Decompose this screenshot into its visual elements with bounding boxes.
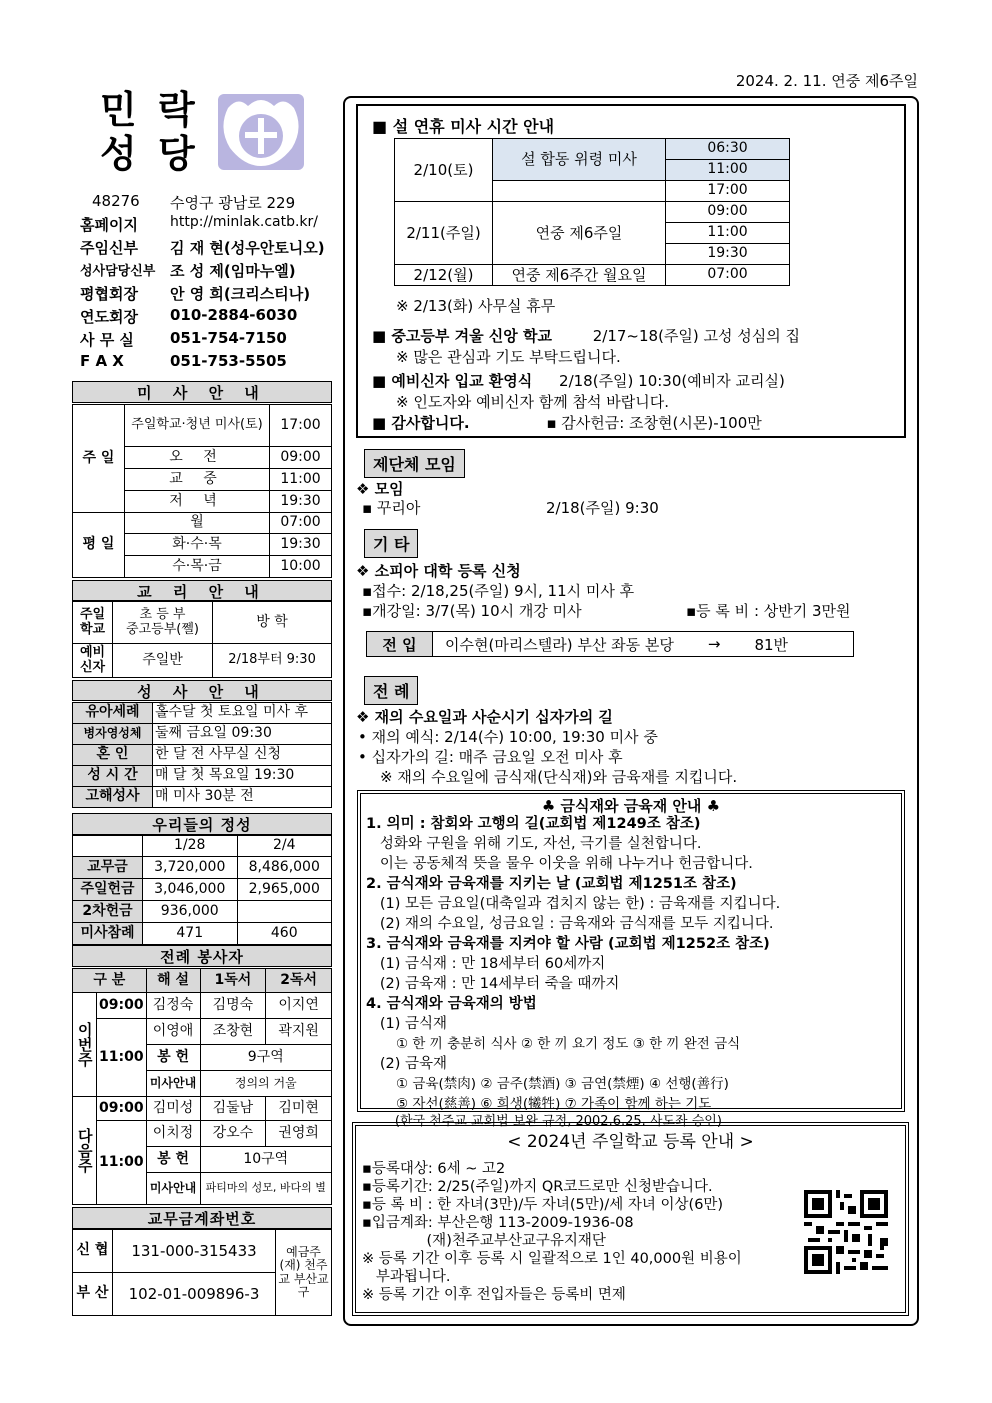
mass-guide-title: 미 사 안 내 bbox=[72, 381, 332, 403]
notice-title: ■ 예비신자 입교 환영식 bbox=[372, 372, 533, 390]
server-name: 9구역 bbox=[200, 1045, 332, 1071]
holiday-time: 17:00 bbox=[666, 181, 790, 202]
parish-logo bbox=[218, 94, 304, 170]
fasting-line: 2. 금식재와 금육재를 지키는 날 (교회법 제1251조 참조) bbox=[366, 876, 737, 892]
offering-label: 미사참례 bbox=[73, 923, 143, 945]
sacrament-value: 한 달 전 사무실 신청 bbox=[153, 745, 332, 766]
mass-name: 수·목·금 bbox=[125, 556, 270, 578]
mass-name: 교 중 bbox=[125, 469, 270, 491]
sacrament-label: 성 시 간 bbox=[73, 766, 153, 787]
doctrine-group: 주일반 bbox=[113, 644, 213, 678]
server-role: 봉 헌 bbox=[146, 1045, 200, 1071]
server-name: 김미성 bbox=[146, 1097, 200, 1121]
bank-title: 교무금계좌번호 bbox=[72, 1207, 332, 1229]
account-number: 131-000-315433 bbox=[113, 1230, 276, 1273]
office-closed-note: ※ 2/13(화) 사무실 휴무 bbox=[396, 297, 556, 315]
sunday-label: 주 일 bbox=[73, 405, 125, 513]
mass-name: 저 녁 bbox=[125, 491, 270, 513]
postal-code: 48276 bbox=[92, 192, 140, 210]
this-week-label: 이번주 bbox=[73, 993, 97, 1097]
holiday-time: 19:30 bbox=[666, 244, 790, 265]
offering-value bbox=[237, 901, 332, 923]
account-owner: 예금주 (재) 천주교 부산교구 bbox=[276, 1230, 332, 1316]
mass-time: 17:00 bbox=[270, 405, 332, 447]
server-time: 11:00 bbox=[97, 1019, 147, 1097]
mass-table bbox=[72, 404, 332, 578]
servers-header: 1독서 bbox=[200, 969, 266, 993]
info-label: 사 무 실 bbox=[80, 331, 134, 349]
servers-header: 구 분 bbox=[73, 969, 147, 993]
fasting-line: 성화와 구원을 위해 기도, 자선, 극기를 실천합니다. bbox=[366, 836, 702, 852]
holiday-time: 11:00 bbox=[666, 160, 790, 181]
holiday-time: 06:30 bbox=[666, 139, 790, 160]
server-name: 권영희 bbox=[266, 1121, 332, 1147]
notice-title: ■ 감사합니다. bbox=[372, 414, 470, 432]
server-name: 김명숙 bbox=[200, 993, 266, 1019]
fasting-line: ⑤ 자선(慈善) ⑥ 희생(犧牲) ⑦ 가족이 함께 하는 기도 bbox=[366, 1096, 712, 1112]
offering-value: 3,046,000 bbox=[143, 879, 238, 901]
server-name: 이영애 bbox=[146, 1019, 200, 1045]
info-value: 051-753-5505 bbox=[170, 352, 287, 370]
info-label: 주임신부 bbox=[80, 239, 138, 257]
server-name: 이지연 bbox=[266, 993, 332, 1019]
server-time: 09:00 bbox=[97, 1097, 147, 1121]
doctrine-group: 중고등부(쩰) bbox=[126, 621, 199, 637]
doctrine-label: 예비신자 bbox=[73, 644, 113, 678]
sacrament-table bbox=[72, 702, 332, 808]
holiday-event: 설 합동 위령 미사 bbox=[493, 139, 666, 181]
info-label: 연도회장 bbox=[80, 308, 138, 326]
server-name: 강오수 bbox=[200, 1121, 266, 1147]
holiday-event: 연중 제6주일 bbox=[493, 202, 666, 265]
qr-code[interactable] bbox=[804, 1190, 888, 1274]
offering-table bbox=[72, 835, 332, 945]
server-name: 김둘남 bbox=[200, 1097, 266, 1121]
info-label: 홈페이지 bbox=[80, 216, 138, 234]
doctrine-status: 2/18부터 9:30 bbox=[213, 644, 332, 678]
server-name: 이치정 bbox=[146, 1121, 200, 1147]
sacrament-value: 둘째 금요일 09:30 bbox=[153, 724, 332, 745]
sunday-school-line: ※ 등록 기간 이후 전입자들은 등록비 면제 bbox=[362, 1287, 626, 1303]
servers-header: 해 설 bbox=[146, 969, 200, 993]
weekday-label: 평 일 bbox=[73, 513, 125, 578]
holiday-date: 2/11(주일) bbox=[395, 202, 493, 265]
homepage-link[interactable]: http://minlak.catb.kr/ bbox=[170, 214, 318, 230]
notice-detail: 2/17~18(주일) 고성 성심의 집 bbox=[592, 327, 801, 345]
groups-heading: ❖ 모임 bbox=[356, 480, 404, 498]
notice-sub: ※ 인도자와 예비신자 함께 참석 바랍니다. bbox=[396, 393, 670, 411]
holiday-time: 11:00 bbox=[666, 223, 790, 244]
doctrine-table bbox=[72, 601, 332, 678]
fasting-line: (한국 천주교 교회법 보완 규정, 2002.6.25. 사도좌 승인) bbox=[366, 1114, 722, 1129]
sunday-school-title: < 2024년 주일학교 등록 안내 > bbox=[507, 1132, 754, 1152]
notice-title: ■ 중고등부 겨울 신앙 학교 bbox=[372, 327, 552, 345]
info-value: 안 영 희(크리스티나) bbox=[170, 285, 311, 303]
holiday-title: ■ 설 연휴 미사 시간 안내 bbox=[372, 117, 555, 136]
bank-table bbox=[72, 1229, 332, 1316]
doctrine-title: 교 리 안 내 bbox=[72, 580, 332, 601]
offering-value: 8,486,000 bbox=[237, 857, 332, 879]
liturgy-line: • 십자가의 길: 매주 금요일 오전 미사 후 bbox=[358, 748, 623, 766]
info-label: F A X bbox=[80, 352, 124, 370]
etc-heading: ❖ 소피아 대학 등록 신청 bbox=[356, 562, 521, 580]
servers-header: 2독서 bbox=[266, 969, 332, 993]
title-line-2: 성 당 bbox=[100, 132, 199, 176]
bulletin-date: 2024. 2. 11. 연중 제6주일 bbox=[735, 72, 918, 90]
server-time: 11:00 bbox=[97, 1121, 147, 1205]
title-line-1: 민 락 bbox=[100, 88, 199, 132]
servers-title: 전례 봉사자 bbox=[72, 945, 332, 967]
server-role: 미사안내 bbox=[146, 1071, 200, 1097]
offering-label: 2차헌금 bbox=[73, 901, 143, 923]
groups-item: ▪ 꾸리아 bbox=[362, 499, 421, 517]
server-name: 조창현 bbox=[200, 1019, 266, 1045]
sunday-school-line: ▪입금계좌: 부산은행 113-2009-1936-08 bbox=[362, 1215, 634, 1231]
fasting-line: (1) 모든 금요일(대축일과 겹치지 않는 한) : 금육재를 지킵니다. bbox=[366, 896, 781, 912]
server-role: 봉 헌 bbox=[146, 1147, 200, 1173]
mass-name: 오 전 bbox=[125, 447, 270, 469]
offering-label: 교무금 bbox=[73, 857, 143, 879]
parish-title bbox=[100, 88, 199, 176]
fasting-line: (2) 금육재 bbox=[366, 1056, 447, 1072]
bank-name: 부 산 bbox=[73, 1273, 113, 1316]
server-role: 미사안내 bbox=[146, 1173, 200, 1205]
offering-value: 2,965,000 bbox=[237, 879, 332, 901]
transfer-group: 81반 bbox=[754, 635, 789, 654]
sunday-school-line: ▪등 록 비 : 한 자녀(3만)/두 자녀(5만)/세 자녀 이상(6만) bbox=[362, 1197, 724, 1213]
fasting-line: 3. 금식재와 금육재를 지켜야 할 사람 (교회법 제1252조 참조) bbox=[366, 936, 770, 952]
offering-date: 1/28 bbox=[143, 836, 238, 857]
fasting-line: 4. 금식재와 금육재의 방법 bbox=[366, 996, 537, 1012]
sacrament-value: 홀수달 첫 토요일 미사 후 bbox=[153, 703, 332, 724]
info-value: 051-754-7150 bbox=[170, 329, 287, 347]
notice-sub: ※ 많은 관심과 기도 부탁드립니다. bbox=[396, 348, 621, 366]
offering-value: 3,720,000 bbox=[143, 857, 238, 879]
holiday-event: 연중 제6주간 월요일 bbox=[493, 265, 666, 286]
liturgy-tag: 전 례 bbox=[364, 676, 418, 705]
server-name: 김정숙 bbox=[146, 993, 200, 1019]
address: 수영구 광남로 229 bbox=[170, 194, 296, 212]
fasting-line: (2) 금육재 : 만 14세부터 죽을 때까지 bbox=[366, 976, 620, 992]
server-name: 곽지원 bbox=[266, 1019, 332, 1045]
etc-line: ▪접수: 2/18,25(주일) 9시, 11시 미사 후 bbox=[362, 582, 635, 600]
server-name: 파티마의 성모, 바다의 별 bbox=[200, 1173, 332, 1205]
doctrine-status: 방 학 bbox=[213, 602, 332, 644]
sacrament-label: 고해성사 bbox=[73, 787, 153, 808]
holiday-time: 09:00 bbox=[666, 202, 790, 223]
arrow-icon: → bbox=[707, 635, 721, 653]
groups-date: 2/18(주일) 9:30 bbox=[546, 499, 659, 517]
sunday-school-line: ▪등록기간: 2/25(주일)까지 QR코드로만 신청받습니다. bbox=[362, 1179, 713, 1195]
sunday-school-line: ※ 등록 기간 이후 등록 시 일괄적으로 1인 40,000원 비용이 bbox=[362, 1251, 742, 1267]
fasting-line: (2) 재의 수요일, 성금요일 : 금육재와 금식재를 모두 지킵니다. bbox=[366, 916, 774, 932]
info-value: 010-2884-6030 bbox=[170, 306, 298, 324]
liturgy-line: • 재의 예식: 2/14(수) 10:00, 19:30 미사 중 bbox=[358, 728, 658, 746]
account-number: 102-01-009896-3 bbox=[113, 1273, 276, 1316]
notice-detail: ▪ 감사헌금: 조창현(시몬)-100만 bbox=[546, 414, 762, 432]
server-name: 김미현 bbox=[266, 1097, 332, 1121]
mass-time: 19:30 bbox=[270, 491, 332, 513]
etc-line: ▪등 록 비 : 상반기 3만원 bbox=[686, 602, 851, 620]
sacrament-label: 병자영성체 bbox=[73, 724, 153, 745]
sacrament-label: 혼 인 bbox=[73, 745, 153, 766]
groups-tag: 제단체 모임 bbox=[364, 449, 465, 478]
server-name: 10구역 bbox=[200, 1147, 332, 1173]
doctrine-group: 초 등 부 bbox=[139, 607, 186, 623]
sacrament-title: 성 사 안 내 bbox=[72, 680, 332, 701]
server-name: 정의의 거울 bbox=[200, 1071, 332, 1097]
sunday-school-content bbox=[362, 1160, 802, 1304]
sunday-school-line: ▪등록대상: 6세 ~ 고2 bbox=[362, 1161, 506, 1177]
transfer-in-row bbox=[366, 631, 854, 657]
mass-name: 화·수·목 bbox=[125, 534, 270, 556]
info-label: 성사담당신부 bbox=[80, 264, 156, 279]
info-value: 조 성 제(임마누엘) bbox=[170, 262, 296, 280]
sunday-school-line: (재)천주교부산교구유지재단 bbox=[362, 1233, 606, 1249]
bank-name: 신 협 bbox=[73, 1230, 113, 1273]
parish-info bbox=[80, 192, 330, 375]
mass-time: 07:00 bbox=[270, 513, 332, 534]
offering-value: 460 bbox=[237, 923, 332, 945]
doctrine-label: 주일학교 bbox=[73, 602, 113, 644]
fasting-line: (1) 금식재 bbox=[366, 1016, 447, 1032]
fasting-line: ① 금육(禁肉) ② 금주(禁酒) ③ 금연(禁煙) ④ 선행(善行) bbox=[366, 1076, 729, 1092]
offering-label: 주일헌금 bbox=[73, 879, 143, 901]
transfer-label: 전 입 bbox=[367, 632, 433, 656]
offering-value: 471 bbox=[143, 923, 238, 945]
holiday-date: 2/12(월) bbox=[395, 265, 493, 286]
info-label: 평협회장 bbox=[80, 285, 138, 303]
offering-date: 2/4 bbox=[237, 836, 332, 857]
offering-value: 936,000 bbox=[143, 901, 238, 923]
liturgy-heading: ❖ 재의 수요일과 사순시기 십자가의 길 bbox=[356, 708, 613, 726]
sacrament-value: 매 미사 30분 전 bbox=[153, 787, 332, 808]
transfer-detail: 이수현(마리스텔라) 부산 좌동 본당 bbox=[445, 635, 674, 654]
server-time: 09:00 bbox=[97, 993, 147, 1019]
sacrament-label: 유아세례 bbox=[73, 703, 153, 724]
info-value: 김 재 현(성우안토니오) bbox=[170, 239, 325, 257]
liturgy-line: ※ 재의 수요일에 금식재(단식재)와 금육재를 지킵니다. bbox=[380, 768, 738, 786]
servers-table bbox=[72, 968, 332, 1205]
mass-time: 09:00 bbox=[270, 447, 332, 469]
mass-time: 19:30 bbox=[270, 534, 332, 556]
fasting-line: ① 한 끼 충분히 식사 ② 한 끼 요기 정도 ③ 한 끼 완전 금식 bbox=[366, 1036, 741, 1052]
sacrament-value: 매 달 첫 목요일 19:30 bbox=[153, 766, 332, 787]
offering-title: 우리들의 정성 bbox=[72, 813, 332, 835]
fasting-line: 이는 공동체적 뜻을 물우 이웃을 위해 나누거나 헌금합니다. bbox=[366, 856, 753, 872]
next-week-label: 다음주 bbox=[73, 1097, 97, 1205]
mass-time: 10:00 bbox=[270, 556, 332, 578]
notice-detail: 2/18(주일) 10:30(예비자 교리실) bbox=[559, 372, 785, 390]
fasting-line: (1) 금식재 : 만 18세부터 60세까지 bbox=[366, 956, 606, 972]
fasting-title: ♣ 금식재와 금육재 안내 ♣ bbox=[541, 797, 721, 815]
mass-name: 월 bbox=[125, 513, 270, 534]
etc-line: ▪개강일: 3/7(목) 10시 개강 미사 bbox=[362, 602, 582, 620]
sunday-school-line: 부과됩니다. bbox=[362, 1269, 451, 1285]
mass-name: 주일학교·청년 미사(토) bbox=[125, 405, 270, 447]
fasting-content bbox=[366, 814, 902, 1129]
etc-tag: 기 타 bbox=[364, 529, 418, 558]
holiday-date: 2/10(토) bbox=[395, 139, 493, 202]
holiday-time: 07:00 bbox=[666, 265, 790, 286]
fasting-line: 1. 의미 : 참회와 고행의 길(교회법 제1249조 참조) bbox=[366, 816, 701, 832]
mass-time: 11:00 bbox=[270, 469, 332, 491]
